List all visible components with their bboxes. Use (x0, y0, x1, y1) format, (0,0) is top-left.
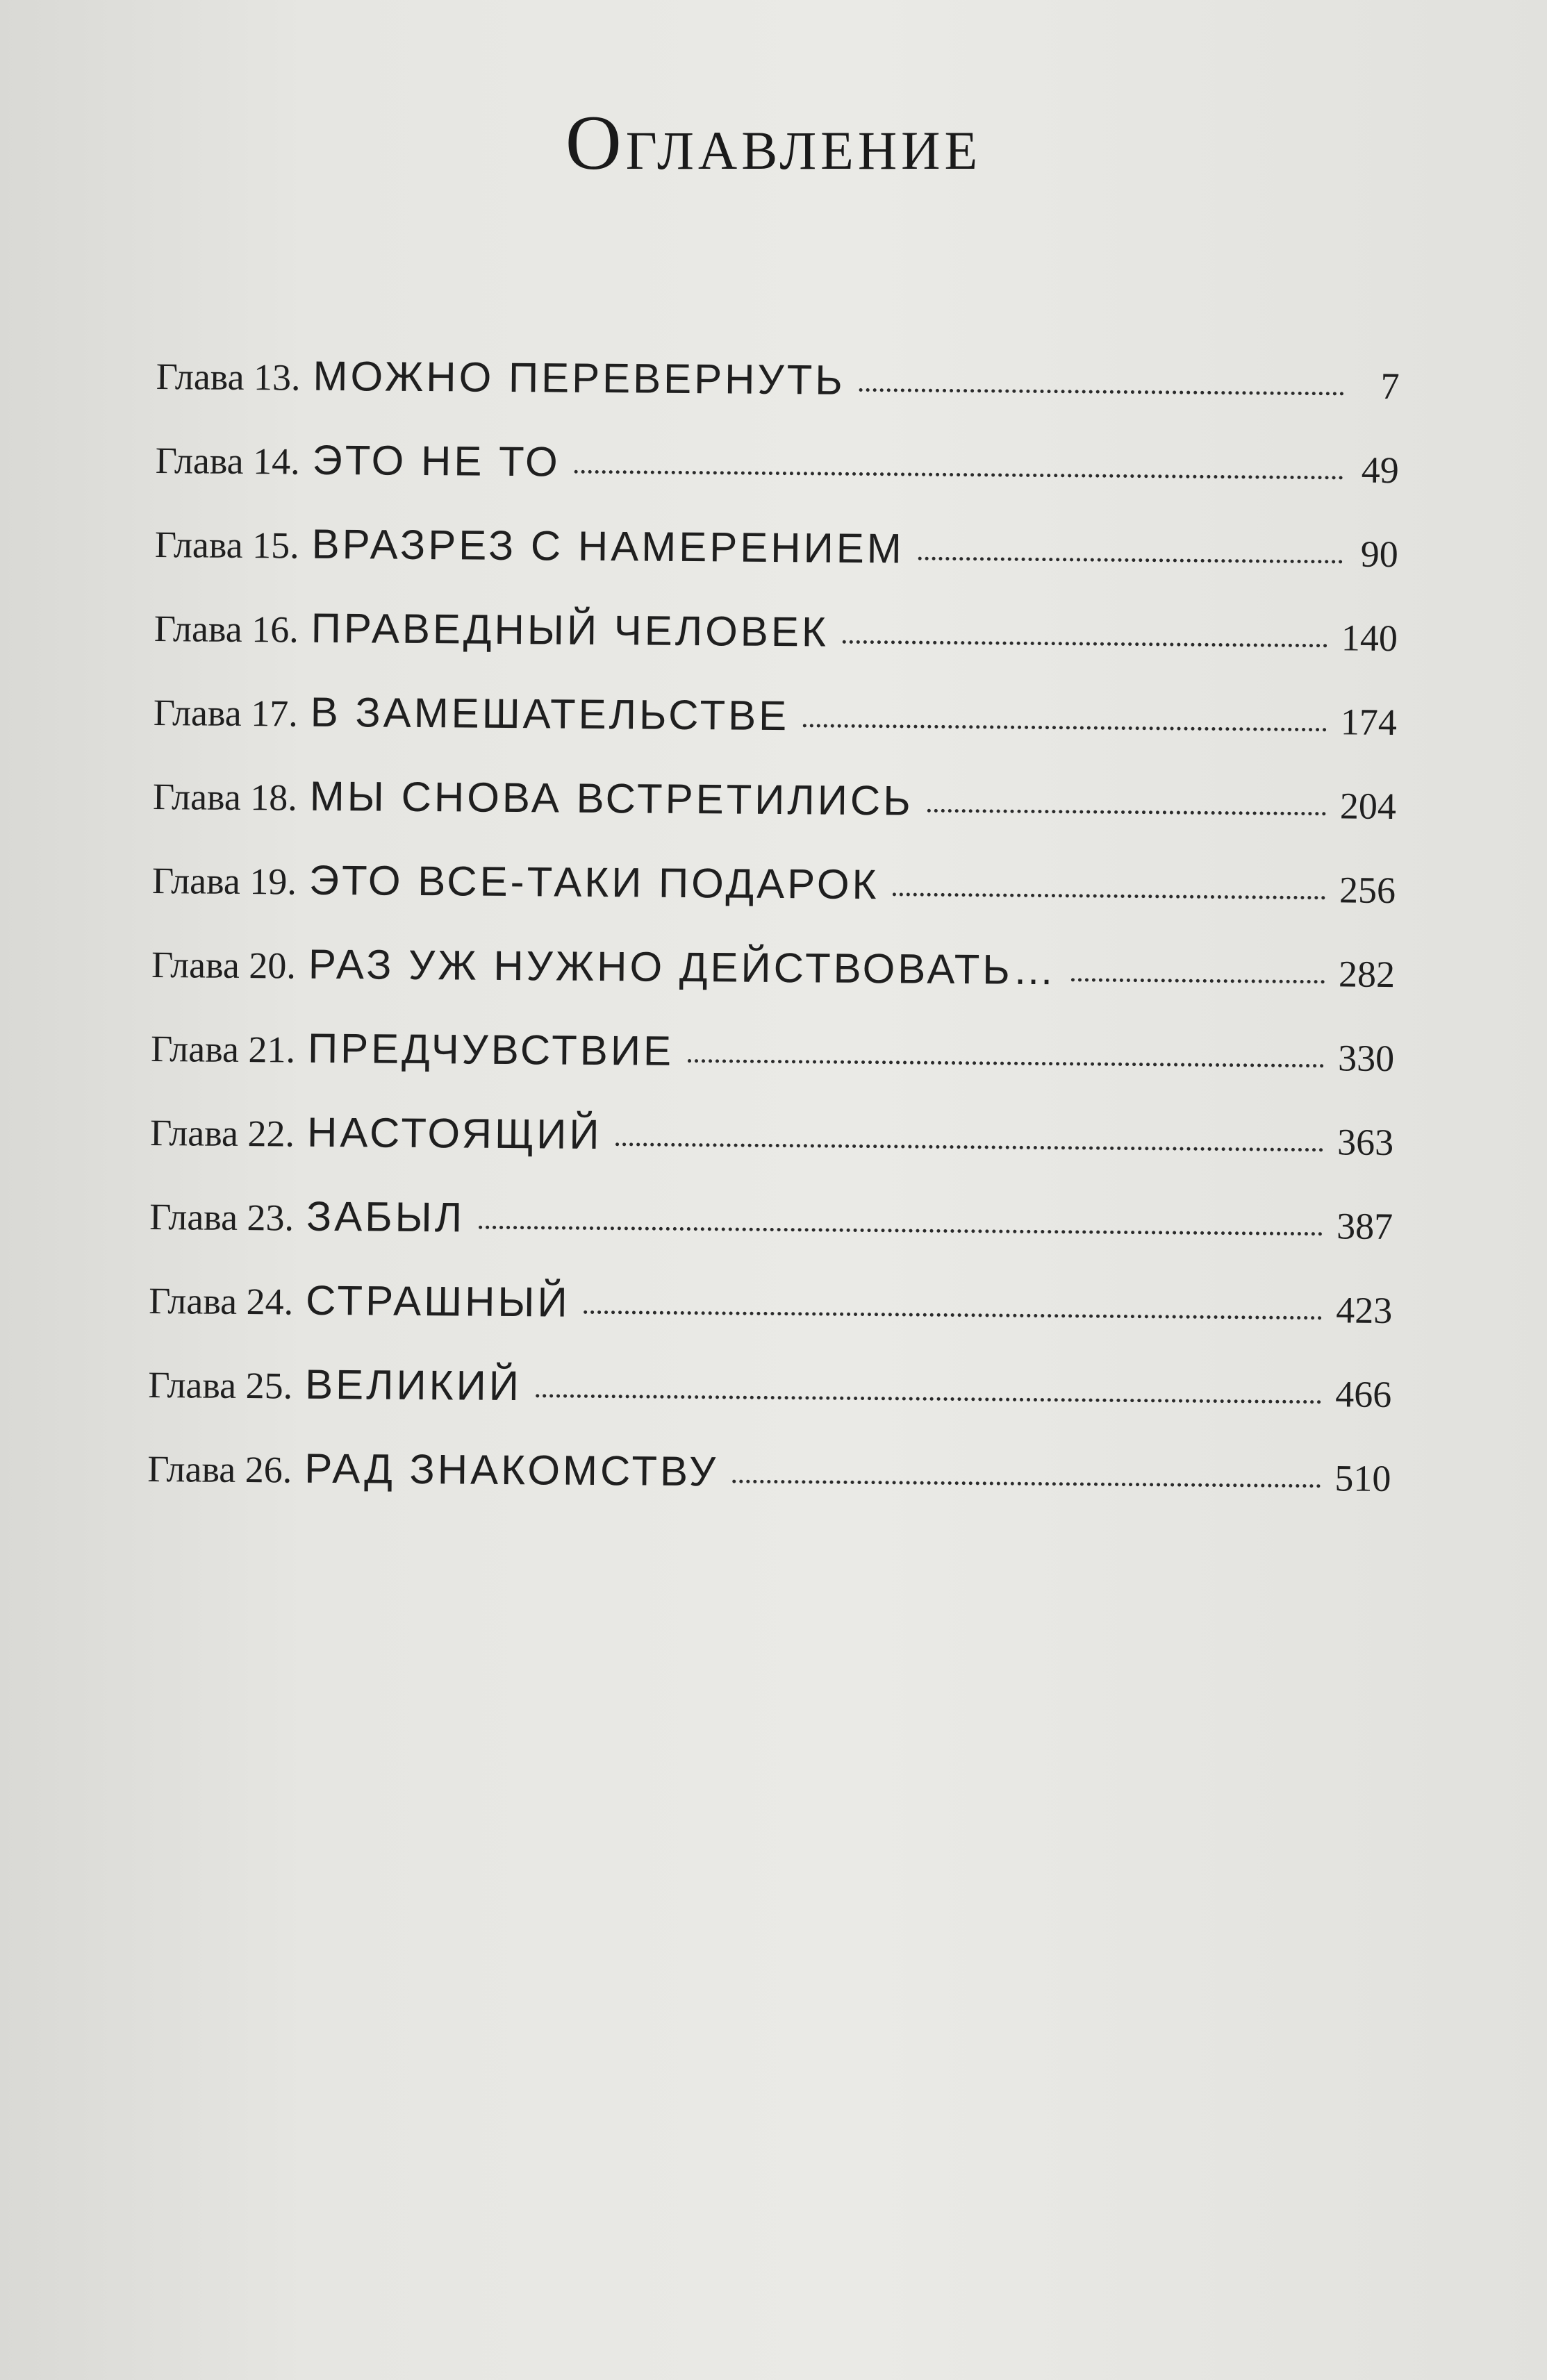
chapter-title: РАД ЗНАКОМСТВУ (304, 1445, 719, 1495)
dot-leader (732, 1480, 1321, 1488)
chapter-title: МЫ СНОВА ВСТРЕТИЛИСЬ (309, 772, 913, 824)
chapter-title: ВРАЗРЕЗ С НАМЕРЕНИЕМ (311, 520, 905, 572)
toc-entry (148, 1360, 1392, 1456)
table-of-contents (147, 354, 1400, 1540)
page-number: 282 (1338, 953, 1396, 996)
chapter-number: Глава 19. (151, 859, 297, 903)
chapter-number: Глава 24. (149, 1279, 294, 1323)
page-number: 256 (1339, 869, 1396, 912)
toc-entry (149, 1276, 1393, 1372)
toc-entry (151, 858, 1396, 952)
chapter-number: Глава 20. (151, 943, 297, 987)
chapter-number: Глава 14. (155, 439, 300, 483)
chapter-number: Глава 16. (154, 607, 299, 651)
page-number: 363 (1337, 1121, 1394, 1164)
toc-entry (154, 606, 1398, 700)
chapter-title: ЭТО ВСЕ-ТАКИ ПОДАРОК (308, 856, 879, 908)
dot-leader (893, 892, 1325, 899)
chapter-title: В ЗАМЕШАТЕЛЬСТВЕ (310, 688, 790, 740)
dot-leader (918, 557, 1343, 564)
page-number: 49 (1361, 449, 1399, 492)
toc-entry (149, 1192, 1393, 1288)
toc-entry (155, 438, 1399, 532)
chapter-title: МОЖНО ПЕРЕВЕРНУТЬ (313, 352, 845, 403)
chapter-title: ЭТО НЕ ТО (312, 436, 561, 485)
chapter-title: СТРАШНЫЙ (305, 1276, 570, 1326)
chapter-title: НАСТОЯЩИЙ (306, 1108, 602, 1158)
page-number: 423 (1336, 1289, 1393, 1332)
page-number: 204 (1339, 785, 1397, 828)
toc-entry (150, 1026, 1394, 1120)
toc-entry (154, 522, 1398, 616)
page-number: 174 (1340, 701, 1398, 744)
page-title: Оглавление (565, 100, 982, 186)
chapter-number: Глава 18. (152, 775, 298, 819)
toc-entry (156, 354, 1400, 448)
dot-leader (803, 724, 1327, 731)
dot-leader (479, 1226, 1323, 1236)
dot-leader (1071, 978, 1325, 983)
dot-leader (859, 388, 1344, 395)
page-number: 510 (1334, 1457, 1391, 1500)
dot-leader (574, 470, 1343, 480)
chapter-title: ПРАВЕДНЫЙ ЧЕЛОВЕК (311, 604, 829, 656)
toc-entry (147, 1447, 1391, 1540)
chapter-number: Глава 26. (147, 1447, 292, 1491)
toc-entry (151, 942, 1395, 1036)
page-number: 90 (1360, 533, 1399, 576)
dot-leader (927, 809, 1326, 816)
toc-entry (152, 774, 1396, 868)
dot-leader (688, 1059, 1324, 1067)
chapter-title: ВЕЛИКИЙ (304, 1360, 522, 1410)
toc-entry (153, 690, 1397, 784)
chapter-number: Глава 17. (153, 691, 299, 735)
page-number: 466 (1335, 1373, 1392, 1416)
chapter-number: Глава 23. (149, 1195, 295, 1239)
dot-leader (615, 1142, 1323, 1151)
chapter-number: Глава 13. (156, 355, 301, 399)
page-number: 140 (1341, 617, 1398, 660)
chapter-title: ПРЕДЧУВСТВИЕ (307, 1024, 675, 1074)
dot-leader (843, 640, 1327, 647)
chapter-number: Глава 22. (149, 1111, 295, 1155)
chapter-number: Глава 25. (148, 1363, 293, 1407)
page-number: 330 (1337, 1037, 1395, 1080)
page-number: 387 (1336, 1205, 1393, 1248)
chapter-title: ЗАБЫЛ (306, 1192, 465, 1241)
chapter-title: РАЗ УЖ НУЖНО ДЕЙСТВОВАТЬ… (308, 940, 1057, 994)
toc-entry (149, 1110, 1393, 1204)
page-number: 7 (1380, 365, 1400, 408)
chapter-number: Глава 21. (150, 1027, 296, 1071)
dot-leader (584, 1310, 1323, 1320)
chapter-number: Глава 15. (154, 523, 299, 567)
dot-leader (536, 1394, 1321, 1404)
